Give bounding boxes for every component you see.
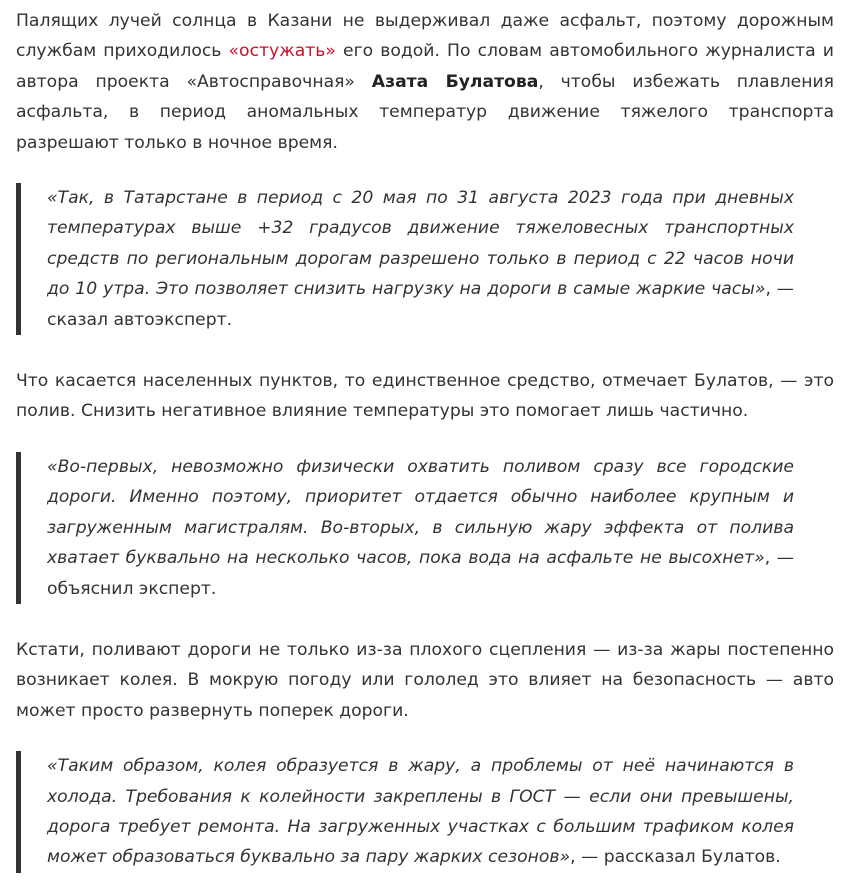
quote-3 xyxy=(16,751,794,873)
expert-name: Азата Булатова xyxy=(371,71,539,92)
ostuzhat-link[interactable]: «остужать» xyxy=(228,41,336,62)
quote-3-text: «Таким образом, колея образуется в жару, а проблемы от неё начинаются в холода. Требования к колейности закреплены в ГОСТ — если они превышены, дорога требует ремонта. На загруженных участках с большим трафиком колея может образоваться буквально за пару жарких сезонов» xyxy=(47,756,794,868)
quote-3-paragraph xyxy=(47,751,794,873)
quote-2-text: «Во-первых, невозможно физически охватить поливом сразу все городские дороги. Именно поэтому, приоритет отдается обычно наиболее крупным и загруженным магистралям. Во-вторых, в сильную жару эффекта от полива хватает буквально на несколько часов, пока вода на асфальте не высохнет» xyxy=(47,456,794,569)
paragraph-1-text-start: Палящих лучей солнца в Казани не выдерживал даже асфальт, поэтому дорожным службам приходилось xyxy=(16,11,834,62)
quote-2-paragraph xyxy=(47,452,794,604)
quote-2-attribution: , — объяснил эксперт. xyxy=(47,548,794,599)
paragraph-1-text-end: , чтобы избежать плавления асфальта, в период аномальных температур движение тяжелого транспорта разрешают только в ночное время. xyxy=(16,71,835,153)
quote-1-paragraph xyxy=(47,183,794,335)
paragraph-3: Кстати, поливают дороги не только из-за плохого сцепления — из-за жары постепенно возникает колея. В мокрую погоду или гололед это влияет на безопасность — авто может просто развернуть поперек дороги. xyxy=(16,639,834,721)
quote-1-attribution: , — сказал автоэксперт. xyxy=(47,279,794,330)
paragraph-1-text-middle: его водой. По словам автомобильного журналиста и автора проекта «Автосправочная» xyxy=(16,41,834,92)
paragraph-2: Что касается населенных пунктов, то единственное средство, отмечает Булатов, — это полив. Снизить негативное влияние температуры это помогает лишь частично. xyxy=(16,371,834,422)
quote-1-text: «Так, в Татарстане в период с 20 мая по 31 августа 2023 года при дневных температурах выше +32 градусов движение тяжеловесных транспортных средств по региональным дорогам разрешено только в период с 22 часов ночи до 10 утра. Это позволяет снизить нагрузку на дороги в самые жаркие часы» xyxy=(47,188,794,300)
quote-1 xyxy=(16,183,794,335)
paragraph-1 xyxy=(16,6,834,158)
quote-3-attribution: , — рассказал Булатов. xyxy=(570,847,781,868)
quote-2 xyxy=(16,452,794,604)
article-body xyxy=(16,6,834,889)
